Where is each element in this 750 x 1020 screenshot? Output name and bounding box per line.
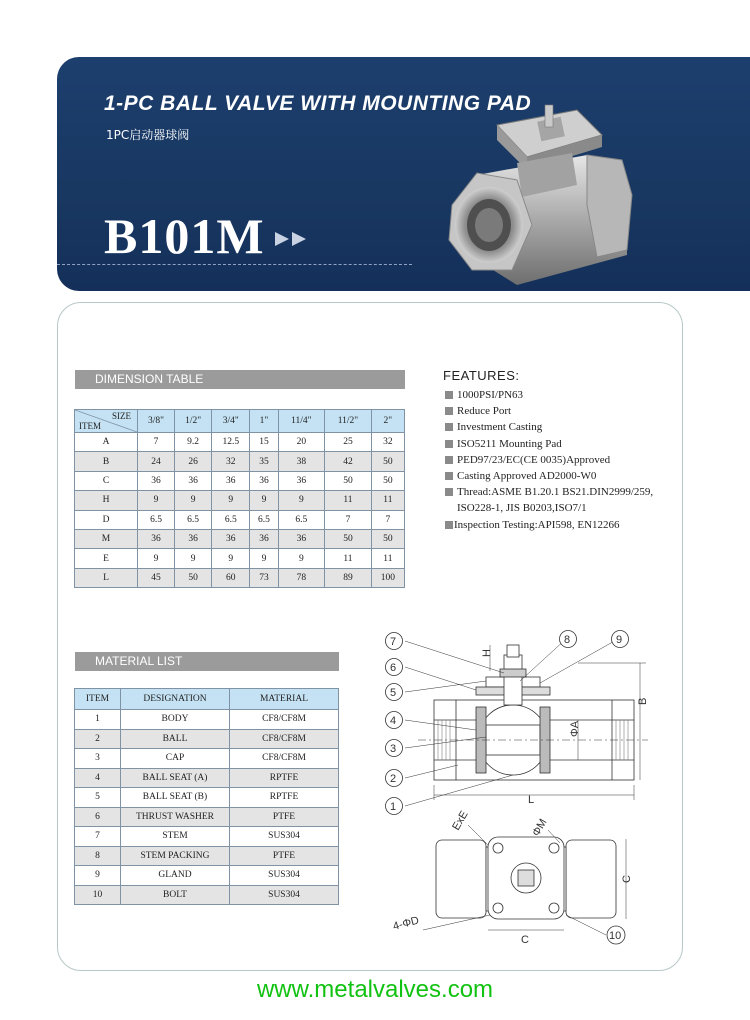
- dimension-value-cell: 11: [371, 549, 404, 568]
- dimension-value-cell: 9: [278, 491, 325, 510]
- dimension-value-cell: 36: [138, 529, 175, 548]
- dim-label-a: ΦA: [569, 720, 581, 737]
- features-heading: FEATURES:: [443, 368, 520, 383]
- material-row: [75, 827, 339, 847]
- material-item-cell: 4: [75, 768, 121, 788]
- svg-text:2: 2: [390, 773, 397, 785]
- dim-label-l: L: [528, 794, 535, 806]
- dimension-row: [75, 549, 405, 568]
- material-designation-cell: CAP: [121, 749, 230, 769]
- dimension-item-cell: C: [75, 471, 138, 490]
- dimension-value-cell: 9: [138, 549, 175, 568]
- size-header: 1": [250, 410, 278, 433]
- material-item-cell: 10: [75, 885, 121, 905]
- material-row: [75, 866, 339, 886]
- size-header: 3/4": [212, 410, 250, 433]
- material-item-cell: 7: [75, 827, 121, 847]
- material-row: [75, 749, 339, 769]
- svg-text:5: 5: [390, 687, 397, 699]
- size-item-corner-cell: [75, 410, 138, 433]
- size-header: 3/8": [138, 410, 175, 433]
- material-row: [75, 768, 339, 788]
- dimension-value-cell: 73: [250, 568, 278, 587]
- dimension-row: [75, 471, 405, 490]
- material-material-cell: CF8/CF8M: [230, 749, 339, 769]
- dimension-value-cell: 9: [250, 549, 278, 568]
- dimension-row: [75, 510, 405, 529]
- material-row: [75, 885, 339, 905]
- size-header: 2": [371, 410, 404, 433]
- material-material-cell: SUS304: [230, 866, 339, 886]
- callout-8: [560, 631, 577, 648]
- material-designation-cell: BOLT: [121, 885, 230, 905]
- material-designation-cell: GLAND: [121, 866, 230, 886]
- valve-top-view: [436, 837, 616, 919]
- dimension-item-cell: E: [75, 549, 138, 568]
- material-material-cell: CF8/CF8M: [230, 729, 339, 749]
- size-header: 11/2": [325, 410, 372, 433]
- material-list-heading: MATERIAL LIST: [75, 652, 339, 671]
- dimension-value-cell: 24: [138, 452, 175, 471]
- dimension-table: [74, 409, 405, 588]
- material-material-cell: RPTFE: [230, 788, 339, 808]
- callout-3: [386, 740, 403, 757]
- header-banner: [57, 57, 750, 291]
- dimension-item-cell: L: [75, 568, 138, 587]
- dimension-value-cell: 50: [371, 452, 404, 471]
- dim-label-b: B: [637, 697, 649, 705]
- callout-9: [612, 631, 629, 648]
- callout-5: [386, 684, 403, 701]
- material-item-cell: 3: [75, 749, 121, 769]
- dimension-table-heading: DIMENSION TABLE: [75, 370, 405, 389]
- feature-item: Thread:ASME B1.20.1 BS21.DIN2999/259,: [445, 484, 653, 500]
- dimension-item-cell: H: [75, 491, 138, 510]
- callout-7: [386, 633, 403, 650]
- dimension-value-cell: 9: [175, 549, 212, 568]
- dimension-value-cell: 6.5: [138, 510, 175, 529]
- dimension-row: [75, 491, 405, 510]
- svg-text:9: 9: [616, 634, 623, 646]
- material-material-cell: RPTFE: [230, 768, 339, 788]
- dimension-value-cell: 50: [371, 471, 404, 490]
- dimension-value-cell: 26: [175, 452, 212, 471]
- dimension-value-cell: 9.2: [175, 433, 212, 452]
- dimension-value-cell: 36: [212, 471, 250, 490]
- material-designation-cell: STEM PACKING: [121, 846, 230, 866]
- dimension-value-cell: 6.5: [250, 510, 278, 529]
- feature-item: Reduce Port: [445, 403, 653, 419]
- svg-text:10: 10: [609, 930, 622, 942]
- dimension-value-cell: 6.5: [278, 510, 325, 529]
- material-row: [75, 846, 339, 866]
- dimension-value-cell: 6.5: [175, 510, 212, 529]
- dotted-divider: [57, 264, 412, 265]
- material-designation-cell: BODY: [121, 710, 230, 730]
- callout-4: [386, 712, 403, 729]
- size-header: 1/2": [175, 410, 212, 433]
- svg-text:4: 4: [390, 715, 397, 727]
- material-row: [75, 807, 339, 827]
- dimension-row: [75, 452, 405, 471]
- dimension-value-cell: 36: [175, 471, 212, 490]
- material-material-cell: CF8/CF8M: [230, 710, 339, 730]
- feature-item: ISO5211 Mounting Pad: [445, 436, 653, 452]
- svg-text:7: 7: [390, 636, 397, 648]
- dimension-value-cell: 20: [278, 433, 325, 452]
- material-designation-cell: BALL SEAT (A): [121, 768, 230, 788]
- callout-6: [386, 659, 403, 676]
- dimension-item-cell: M: [75, 529, 138, 548]
- dimension-value-cell: 9: [212, 491, 250, 510]
- dimension-row: [75, 568, 405, 587]
- material-item-cell: 1: [75, 710, 121, 730]
- bullet-square-icon: [445, 391, 453, 399]
- svg-text:6: 6: [390, 662, 397, 674]
- dim-label-d: 4-ΦD: [391, 914, 421, 933]
- bullet-square-icon: [445, 407, 453, 415]
- dimension-value-cell: 36: [278, 529, 325, 548]
- feature-item: 1000PSI/PN63: [445, 387, 653, 403]
- dimension-value-cell: 9: [278, 549, 325, 568]
- bullet-square-icon: [445, 472, 453, 480]
- dimension-value-cell: 12.5: [212, 433, 250, 452]
- material-material-cell: PTFE: [230, 807, 339, 827]
- dimension-value-cell: 36: [138, 471, 175, 490]
- model-number: B101M: [104, 208, 265, 264]
- dimension-value-cell: 15: [250, 433, 278, 452]
- material-row: [75, 729, 339, 749]
- dimension-item-cell: B: [75, 452, 138, 471]
- bullet-square-icon: [445, 521, 453, 529]
- material-material-cell: SUS304: [230, 827, 339, 847]
- bullet-square-icon: [445, 440, 453, 448]
- dim-label-c-bottom: C: [521, 934, 529, 945]
- dimension-value-cell: 45: [138, 568, 175, 587]
- feature-item: PED97/23/EC(CE 0035)Approved: [445, 452, 653, 468]
- dimension-value-cell: 78: [278, 568, 325, 587]
- dimension-value-cell: 60: [212, 568, 250, 587]
- dim-label-e: ExE: [450, 809, 471, 833]
- dimension-value-cell: 6.5: [212, 510, 250, 529]
- material-material-cell: SUS304: [230, 885, 339, 905]
- column-header-material: MATERIAL: [230, 689, 339, 710]
- material-item-cell: 5: [75, 788, 121, 808]
- material-item-cell: 9: [75, 866, 121, 886]
- material-designation-cell: THRUST WASHER: [121, 807, 230, 827]
- dimension-value-cell: 50: [175, 568, 212, 587]
- valve-technical-drawing: [378, 625, 668, 945]
- size-header: 11/4": [278, 410, 325, 433]
- feature-item-continued: ISO228-1, JIS B0203,ISO7/1: [457, 502, 587, 515]
- dimension-value-cell: 7: [325, 510, 372, 529]
- bullet-square-icon: [445, 456, 453, 464]
- product-subtitle: 1PC启动器球阀: [106, 128, 190, 142]
- bullet-square-icon: [445, 488, 453, 496]
- dimension-value-cell: 36: [212, 529, 250, 548]
- double-arrow-icon: [275, 228, 325, 250]
- dimension-value-cell: 36: [250, 529, 278, 548]
- dimension-value-cell: 50: [325, 529, 372, 548]
- dimension-row: [75, 529, 405, 548]
- website-url[interactable]: www.metalvalves.com: [256, 976, 494, 1003]
- dim-label-h: H: [481, 649, 493, 657]
- dimension-row: [75, 433, 405, 452]
- callout-10: [607, 926, 625, 944]
- feature-item: Investment Casting: [445, 419, 653, 435]
- product-title: 1-PC BALL VALVE WITH MOUNTING PAD: [104, 92, 532, 115]
- bullet-square-icon: [445, 423, 453, 431]
- dimension-value-cell: 25: [325, 433, 372, 452]
- dimension-value-cell: 11: [325, 549, 372, 568]
- material-row: [75, 788, 339, 808]
- dimension-value-cell: 9: [138, 491, 175, 510]
- material-designation-cell: STEM: [121, 827, 230, 847]
- dimension-value-cell: 7: [138, 433, 175, 452]
- material-designation-cell: BALL SEAT (B): [121, 788, 230, 808]
- feature-item: Casting Approved AD2000-W0: [445, 468, 653, 484]
- material-item-cell: 2: [75, 729, 121, 749]
- dim-label-c-right: C: [621, 875, 633, 883]
- dimension-item-cell: A: [75, 433, 138, 452]
- dimension-value-cell: 9: [212, 549, 250, 568]
- svg-text:3: 3: [390, 743, 397, 755]
- dimension-value-cell: 35: [250, 452, 278, 471]
- features-list: [445, 387, 653, 533]
- callout-2: [386, 770, 403, 787]
- dimension-value-cell: 9: [175, 491, 212, 510]
- dim-label-m: ΦM: [530, 816, 550, 839]
- dimension-value-cell: 89: [325, 568, 372, 587]
- material-row: [75, 710, 339, 730]
- dimension-value-cell: 36: [250, 471, 278, 490]
- corner-item-label: ITEM: [79, 421, 101, 431]
- material-item-cell: 8: [75, 846, 121, 866]
- feature-item: Inspection Testing:API598, EN12266: [445, 517, 653, 533]
- material-list-table: [74, 688, 339, 905]
- dimension-value-cell: 100: [371, 568, 404, 587]
- dimension-value-cell: 50: [371, 529, 404, 548]
- ball-valve-product-image: [437, 85, 637, 285]
- dimension-value-cell: 36: [278, 471, 325, 490]
- dimension-value-cell: 7: [371, 510, 404, 529]
- dimension-value-cell: 9: [250, 491, 278, 510]
- dimension-value-cell: 36: [175, 529, 212, 548]
- callout-1: [386, 798, 403, 815]
- column-header-designation: DESIGNATION: [121, 689, 230, 710]
- material-designation-cell: BALL: [121, 729, 230, 749]
- dimension-value-cell: 50: [325, 471, 372, 490]
- dimension-value-cell: 42: [325, 452, 372, 471]
- column-header-item: ITEM: [75, 689, 121, 710]
- valve-cross-section: [418, 645, 648, 780]
- corner-size-label: SIZE: [112, 411, 131, 421]
- svg-text:1: 1: [390, 801, 397, 813]
- dimension-value-cell: 11: [371, 491, 404, 510]
- dimension-value-cell: 11: [325, 491, 372, 510]
- material-material-cell: PTFE: [230, 846, 339, 866]
- dimension-value-cell: 32: [212, 452, 250, 471]
- dimension-value-cell: 32: [371, 433, 404, 452]
- material-item-cell: 6: [75, 807, 121, 827]
- svg-text:8: 8: [564, 634, 571, 646]
- dimension-value-cell: 38: [278, 452, 325, 471]
- dimension-item-cell: D: [75, 510, 138, 529]
